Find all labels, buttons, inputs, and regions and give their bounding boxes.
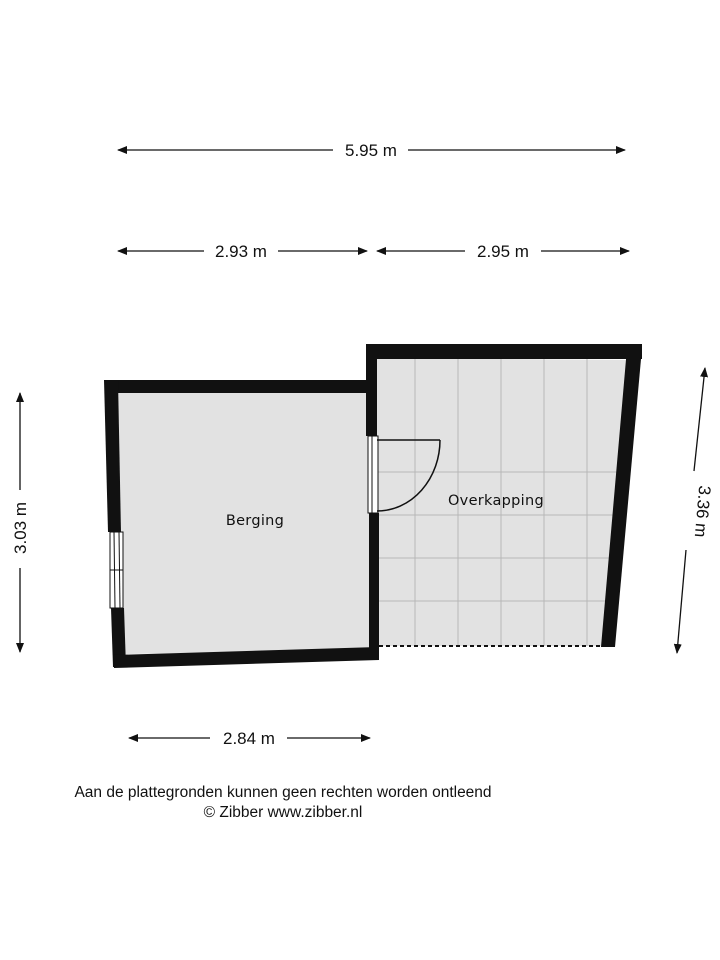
disclaimer-text: Aan de plattegronden kunnen geen rechten worden ontleend xyxy=(74,784,492,801)
dimension-label: 5.95 m xyxy=(345,141,397,160)
dimension-left-width xyxy=(118,242,367,261)
dimension-left-height xyxy=(11,393,30,652)
dimension-label: 2.93 m xyxy=(215,242,267,261)
berging-top-wall xyxy=(104,380,370,393)
overkapping-top-wall xyxy=(366,344,642,359)
credit-text: © Zibber www.zibber.nl xyxy=(203,804,363,821)
room-label-berging: Berging xyxy=(225,513,285,529)
berging-room xyxy=(104,344,379,668)
dimension-right-width xyxy=(377,242,629,261)
dimension-bottom-width xyxy=(129,729,370,748)
dimension-label: 3.03 m xyxy=(11,502,30,554)
dimension-label: 2.84 m xyxy=(223,729,275,748)
dimension-label: 3.36 m xyxy=(690,484,715,539)
room-label-overkapping: Overkapping xyxy=(447,493,545,509)
shared-wall-upper xyxy=(366,344,377,436)
berging-left-wall-upper xyxy=(104,380,121,532)
dimension-label: 2.95 m xyxy=(477,242,529,261)
dimension-right-height xyxy=(677,368,714,653)
window xyxy=(110,532,123,608)
shared-wall-lower xyxy=(369,513,379,660)
dimension-total-width xyxy=(118,141,625,160)
